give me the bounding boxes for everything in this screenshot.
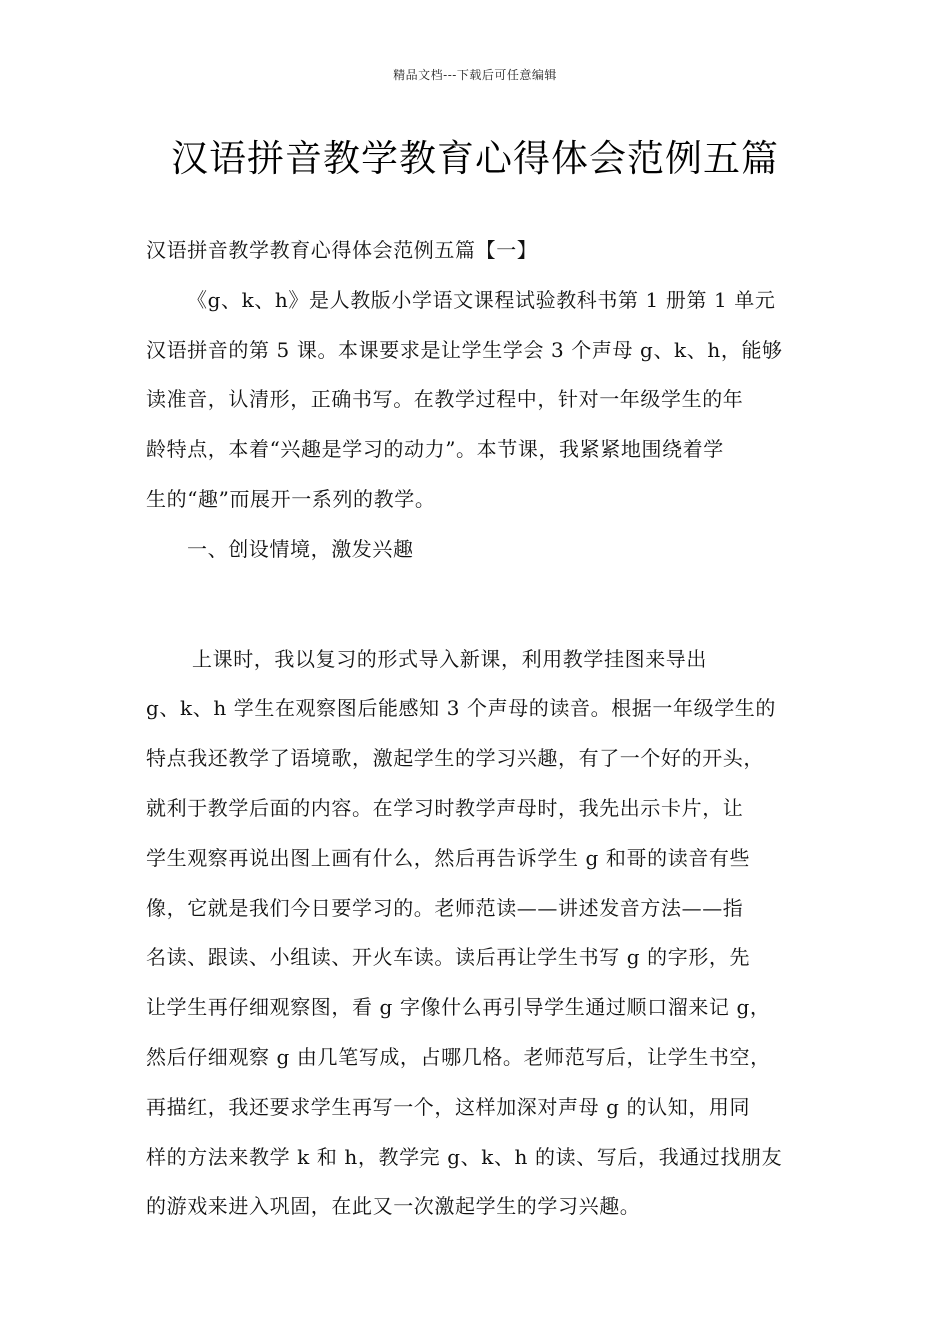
paragraph-line: 汉语拼音的第 5 课。本课要求是让学生学会 3 个声母 g、k、h，能够 xyxy=(146,337,783,362)
paragraph-intro xyxy=(146,288,818,537)
paragraph-line: 让学生再仔细观察图，看 g 字像什么再引导学生通过顺口溜来记 g， xyxy=(146,995,771,1020)
paragraph-line: 像，它就是我们今日要学习的。老师范读——讲述发音方法——指 xyxy=(146,895,744,920)
document-title: 汉语拼音教学教育心得体会范例五篇 xyxy=(171,137,779,180)
paragraph-line: g、k、h 学生在观察图后能感知 3 个声母的读音。根据一年级学生的 xyxy=(146,696,776,721)
document-body xyxy=(146,238,818,1244)
paragraph-line: 《g、k、h》是人教版小学语文课程试验教科书第 1 册第 1 单元 xyxy=(187,287,776,312)
section-heading: 一、创设情境，激发兴趣 xyxy=(187,536,414,561)
paragraph-line: 名读、跟读、小组读、开火车读。读后再让学生书写 g 的字形，先 xyxy=(146,945,751,970)
paragraph-line: 学生观察再说出图上画有什么，然后再告诉学生 g 和哥的读音有些 xyxy=(146,845,751,870)
paragraph-section-1 xyxy=(146,647,818,1245)
paragraph-line: 的游戏来进入巩固，在此又一次激起学生的学习兴趣。 xyxy=(146,1194,641,1219)
paragraph-line: 生的“趣”而展开一系列的教学。 xyxy=(146,486,436,511)
paragraph-line: 然后仔细观察 g 由几笔写成，占哪几格。老师范写后，让学生书空， xyxy=(146,1044,771,1069)
header-note: 精品文档---下载后可任意编辑 xyxy=(393,68,557,82)
section-subtitle: 汉语拼音教学教育心得体会范例五篇【一】 xyxy=(146,238,538,262)
paragraph-line: 龄特点，本着“兴趣是学习的动力”。本节课，我紧紧地围绕着学 xyxy=(146,437,724,462)
paragraph-line: 读准音，认清形，正确书写。在教学过程中，针对一年级学生的年 xyxy=(146,387,744,412)
paragraph-line: 上课时，我以复习的形式导入新课，利用教学挂图来导出 xyxy=(192,646,707,671)
paragraph-line: 特点我还教学了语境歌，激起学生的学习兴趣，有了一个好的开头， xyxy=(146,746,764,771)
paragraph-line: 就利于教学后面的内容。在学习时教学声母时，我先出示卡片，让 xyxy=(146,795,744,820)
blank-spacer xyxy=(146,587,818,647)
paragraph-line: 再描红，我还要求学生再写一个，这样加深对声母 g 的认知，用同 xyxy=(146,1094,751,1119)
paragraph-line: 样的方法来教学 k 和 h，教学完 g、k、h 的读、写后，我通过找朋友 xyxy=(146,1144,783,1169)
